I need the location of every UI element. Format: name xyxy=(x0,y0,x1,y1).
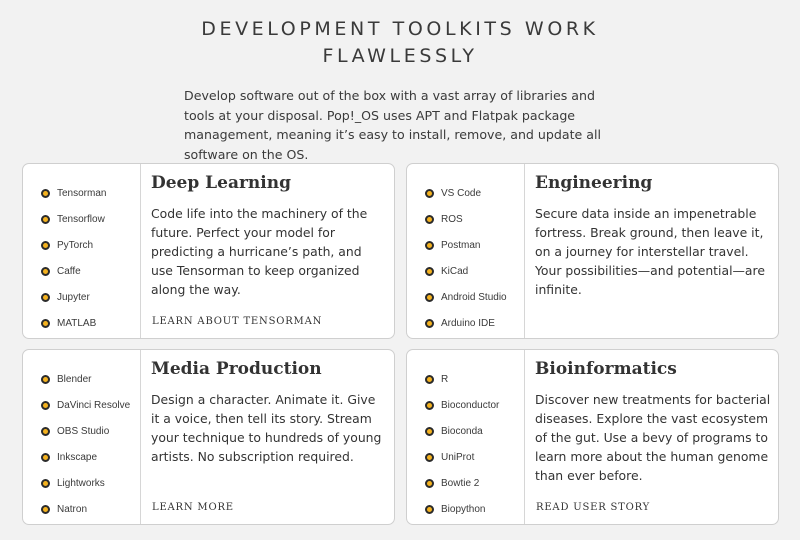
card-title: Media Production xyxy=(151,359,322,379)
learn-about-tensorman-link[interactable]: LEARN ABOUT TENSORMAN xyxy=(152,316,323,327)
list-item xyxy=(407,444,524,470)
bullet-icon xyxy=(41,215,50,224)
tool-list xyxy=(23,164,141,338)
bullet-icon xyxy=(425,427,434,436)
tool-name: KiCad xyxy=(441,265,469,277)
tool-name: Inkscape xyxy=(57,451,98,463)
bullet-icon xyxy=(41,293,50,302)
tool-name: PyTorch xyxy=(57,239,94,251)
tool-name: Jupyter xyxy=(57,291,90,303)
bullet-icon xyxy=(41,479,50,488)
card-body xyxy=(151,164,387,338)
list-item xyxy=(23,310,140,336)
card-media-production xyxy=(22,349,395,525)
list-item xyxy=(407,180,524,206)
card-body xyxy=(535,350,771,524)
card-description: Design a character. Animate it. Give it a voice, then tell its story. Stream your technique to hundreds of young artists. No subscription required. xyxy=(151,392,382,464)
card-title: Engineering xyxy=(535,173,653,193)
tool-name: OBS Studio xyxy=(57,425,110,437)
list-item xyxy=(407,206,524,232)
list-item xyxy=(407,470,524,496)
list-item xyxy=(23,392,140,418)
tool-name: Android Studio xyxy=(441,291,507,303)
list-item xyxy=(23,258,140,284)
bullet-icon xyxy=(425,215,434,224)
page-title xyxy=(0,16,800,70)
card-body xyxy=(535,164,771,338)
card-description: Secure data inside an impenetrable fortress. Break ground, then leave it, on a journey for interstellar travel. Your possibilities—and potential—are infinite. xyxy=(535,206,765,297)
list-item xyxy=(23,206,140,232)
tool-name: Arduino IDE xyxy=(441,317,495,329)
list-item xyxy=(407,232,524,258)
bullet-icon xyxy=(41,189,50,198)
list-item xyxy=(407,284,524,310)
list-item xyxy=(23,232,140,258)
list-item xyxy=(407,496,524,522)
tool-name: VS Code xyxy=(441,187,482,199)
card-description: Discover new treatments for bacterial diseases. Explore the vast ecosystem of the gut. Use a bevy of programs to learn more about the human genome than ever before. xyxy=(535,392,771,483)
bullet-icon xyxy=(41,267,50,276)
card-engineering xyxy=(406,163,779,339)
list-item xyxy=(23,284,140,310)
bullet-icon xyxy=(425,375,434,384)
list-item xyxy=(407,310,524,336)
tool-list xyxy=(407,164,525,338)
list-item xyxy=(23,366,140,392)
bullet-icon xyxy=(41,453,50,462)
tool-name: Blender xyxy=(57,373,92,385)
page-title-line-1: DEVELOPMENT TOOLKITS WORK xyxy=(201,18,599,40)
tool-list xyxy=(23,350,141,524)
list-item xyxy=(23,444,140,470)
bullet-icon xyxy=(41,505,50,514)
tool-name: Biopython xyxy=(441,503,486,515)
tool-name: Bowtie 2 xyxy=(441,477,480,489)
list-item xyxy=(407,418,524,444)
intro-paragraph: Develop software out of the box with a vast array of libraries and tools at your disposal. Pop!_OS uses APT and Flatpak package management, meaning it’s easy to install, remove, and update all software on the OS. xyxy=(184,88,602,162)
list-item xyxy=(23,470,140,496)
bullet-icon xyxy=(41,375,50,384)
bullet-icon xyxy=(41,427,50,436)
tool-name: Postman xyxy=(441,239,481,251)
learn-more-link[interactable]: LEARN MORE xyxy=(152,502,234,513)
tool-name: Tensorman xyxy=(57,187,107,199)
bullet-icon xyxy=(425,267,434,276)
bullet-icon xyxy=(41,319,50,328)
tool-name: Lightworks xyxy=(57,477,105,489)
tool-name: Tensorflow xyxy=(57,213,105,225)
list-item xyxy=(23,496,140,522)
tool-list xyxy=(407,350,525,524)
list-item xyxy=(407,258,524,284)
tool-name: Natron xyxy=(57,503,88,515)
list-item xyxy=(23,418,140,444)
bullet-icon xyxy=(41,241,50,250)
list-item xyxy=(23,180,140,206)
bullet-icon xyxy=(425,401,434,410)
bullet-icon xyxy=(425,453,434,462)
tool-name: DaVinci Resolve xyxy=(57,399,131,411)
card-title: Deep Learning xyxy=(151,173,291,193)
bullet-icon xyxy=(425,189,434,198)
bullet-icon xyxy=(425,241,434,250)
tool-name: ROS xyxy=(441,213,463,225)
bullet-icon xyxy=(425,293,434,302)
card-description: Code life into the machinery of the future. Perfect your model for predicting a hurricane’s path, and use Tensorman to keep organized along the way. xyxy=(151,206,368,297)
tool-name: MATLAB xyxy=(57,317,97,329)
page-title-line-2: FLAWLESSLY xyxy=(322,45,478,67)
bullet-icon xyxy=(425,479,434,488)
card-body xyxy=(151,350,387,524)
tool-name: UniProt xyxy=(441,451,475,463)
card-title: Bioinformatics xyxy=(535,359,677,379)
card-bioinformatics xyxy=(406,349,779,525)
card-deep-learning xyxy=(22,163,395,339)
bullet-icon xyxy=(425,505,434,514)
list-item xyxy=(407,392,524,418)
tool-name: Bioconda xyxy=(441,425,483,437)
bullet-icon xyxy=(41,401,50,410)
tool-name: Caffe xyxy=(57,265,81,277)
bullet-icon xyxy=(425,319,434,328)
tool-name: R xyxy=(441,373,449,385)
read-user-story-link[interactable]: READ USER STORY xyxy=(536,502,651,513)
list-item xyxy=(407,366,524,392)
tool-name: Bioconductor xyxy=(441,399,500,411)
